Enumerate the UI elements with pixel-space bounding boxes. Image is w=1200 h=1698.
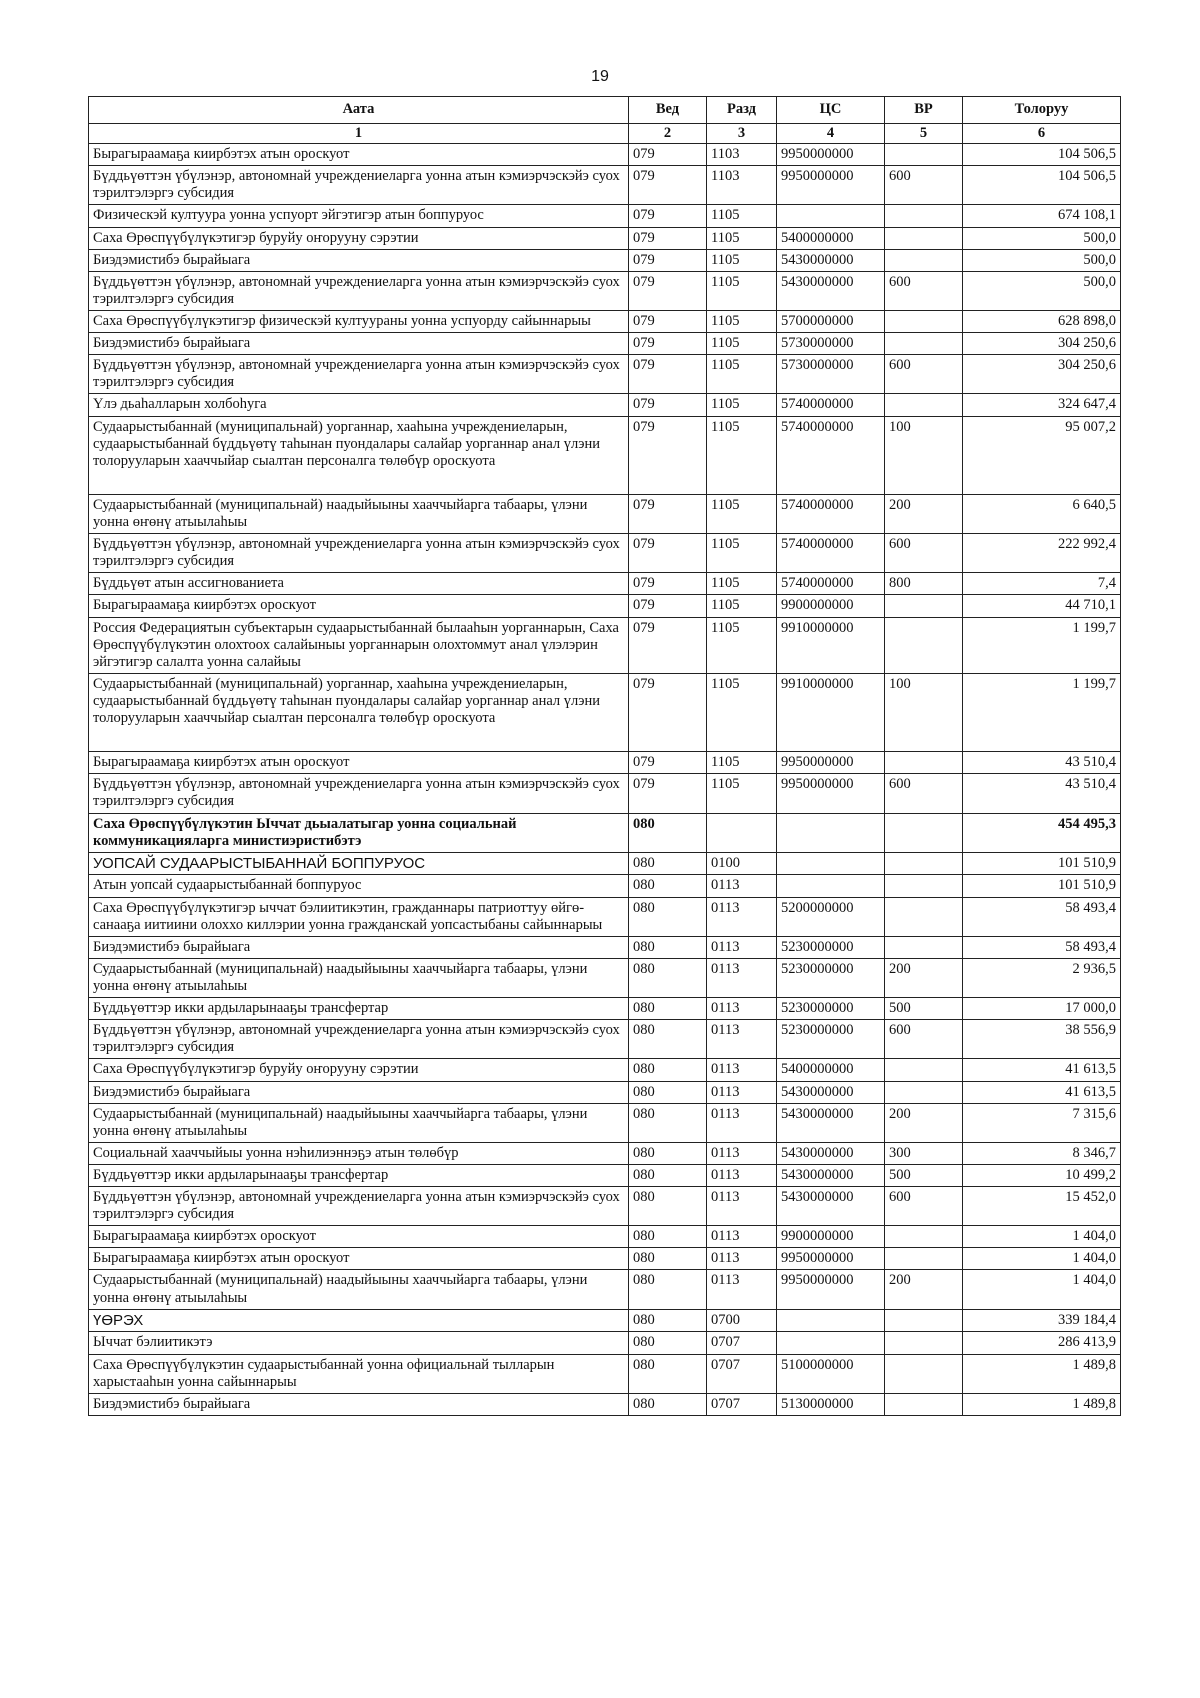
row-name-cell: Бүддьүөттэн үбүлэнэр, автономнай учреждениеларга уонна атын кэмиэрчэскэйэ суох тэрилтэлэргэ субсидия: [89, 1020, 629, 1059]
row-amount-cell: 454 495,3: [963, 813, 1121, 852]
column-number: 5: [885, 124, 963, 144]
row-razd-cell: 0707: [707, 1332, 777, 1354]
row-cs-cell: 5230000000: [777, 936, 885, 958]
row-vr-cell: 200: [885, 1103, 963, 1142]
row-name-cell: Судаарыстыбаннай (муниципальнай) наадыйыыны хааччыйарга табаары, үлэни уонна өҥөнү атыылаһыы: [89, 1103, 629, 1142]
column-number: 3: [707, 124, 777, 144]
row-amount-cell: 95 007,2: [963, 416, 1121, 494]
row-cs-cell: 5730000000: [777, 333, 885, 355]
row-cs-cell: 9900000000: [777, 1226, 885, 1248]
row-razd-cell: 0113: [707, 958, 777, 997]
row-razd-cell: 1105: [707, 271, 777, 310]
row-vr-cell: [885, 875, 963, 897]
row-name-cell: Бүддьүөттэн үбүлэнэр, автономнай учреждениеларга уонна атын кэмиэрчэскэйэ суох тэрилтэлэргэ субсидия: [89, 166, 629, 205]
row-vr-cell: 600: [885, 774, 963, 813]
row-vr-cell: 100: [885, 416, 963, 494]
row-ved-cell: 079: [629, 166, 707, 205]
header-name: Аата: [89, 97, 629, 124]
budget-table: [88, 96, 1121, 1416]
row-razd-cell: 1105: [707, 416, 777, 494]
row-razd-cell: 0113: [707, 1164, 777, 1186]
row-razd-cell: 1105: [707, 752, 777, 774]
row-amount-cell: 339 184,4: [963, 1309, 1121, 1332]
row-amount-cell: 104 506,5: [963, 144, 1121, 166]
row-name-cell: Бырагыраамаҕа киирбэтэх атын ороскуот: [89, 1248, 629, 1270]
row-ved-cell: 080: [629, 1332, 707, 1354]
column-number-row: [89, 124, 1121, 144]
row-cs-cell: [777, 813, 885, 852]
table-row: [89, 1248, 1121, 1270]
row-amount-cell: 41 613,5: [963, 1059, 1121, 1081]
row-ved-cell: 080: [629, 1309, 707, 1332]
table-row: [89, 205, 1121, 227]
row-razd-cell: [707, 813, 777, 852]
row-name-cell: Судаарыстыбаннай (муниципальнай) наадыйыыны хааччыйарга табаары, үлэни уонна өҥөнү атыылаһыы: [89, 1270, 629, 1309]
row-razd-cell: 0113: [707, 1226, 777, 1248]
table-row: [89, 1020, 1121, 1059]
row-amount-cell: 10 499,2: [963, 1164, 1121, 1186]
row-cs-cell: 9950000000: [777, 1270, 885, 1309]
column-number: 4: [777, 124, 885, 144]
row-razd-cell: 0113: [707, 1248, 777, 1270]
row-razd-cell: 0113: [707, 936, 777, 958]
row-cs-cell: 5740000000: [777, 494, 885, 533]
row-name-cell: Бүддьүөт атын ассигнованиета: [89, 573, 629, 595]
header-vr: ВР: [885, 97, 963, 124]
table-row: [89, 958, 1121, 997]
header-row: [89, 97, 1121, 124]
row-ved-cell: 079: [629, 752, 707, 774]
row-razd-cell: 0113: [707, 1187, 777, 1226]
row-name-cell: Физическэй култуура уонна успуорт эйгэтигэр атын боппуруос: [89, 205, 629, 227]
row-name-cell: Бүддьүөттэн үбүлэнэр, автономнай учреждениеларга уонна атын кэмиэрчэскэйэ суох тэрилтэлэргэ субсидия: [89, 1187, 629, 1226]
row-vr-cell: 200: [885, 958, 963, 997]
row-name-cell: Үлэ дьаһалларын холбоһуга: [89, 394, 629, 416]
row-razd-cell: 1105: [707, 595, 777, 617]
row-ved-cell: 079: [629, 333, 707, 355]
row-vr-cell: 600: [885, 271, 963, 310]
row-vr-cell: [885, 144, 963, 166]
row-amount-cell: 2 936,5: [963, 958, 1121, 997]
row-ved-cell: 080: [629, 1226, 707, 1248]
row-amount-cell: 104 506,5: [963, 166, 1121, 205]
row-amount-cell: 101 510,9: [963, 875, 1121, 897]
row-razd-cell: 0700: [707, 1309, 777, 1332]
row-ved-cell: 079: [629, 673, 707, 751]
row-name-cell: Судаарыстыбаннай (муниципальнай) уорганнар, хааһына учреждениеларын, судаарыстыбаннай бүддьүөтү таһынан пуондалары салайар уорганнар анал үлэни толорууларын хааччыйар сыалтан персоналга төлөбүр ороскуота: [89, 416, 629, 494]
row-cs-cell: 5430000000: [777, 1142, 885, 1164]
row-razd-cell: 0113: [707, 1270, 777, 1309]
row-name-cell: Бырагыраамаҕа киирбэтэх ороскуот: [89, 1226, 629, 1248]
table-row: [89, 144, 1121, 166]
row-ved-cell: 079: [629, 617, 707, 673]
row-ved-cell: 080: [629, 1354, 707, 1393]
row-name-cell: Бүддьүөттэн үбүлэнэр, автономнай учреждениеларга уонна атын кэмиэрчэскэйэ суох тэрилтэлэргэ субсидия: [89, 774, 629, 813]
row-amount-cell: 500,0: [963, 227, 1121, 249]
row-razd-cell: 1105: [707, 227, 777, 249]
row-ved-cell: 080: [629, 897, 707, 936]
row-ved-cell: 080: [629, 1020, 707, 1059]
row-amount-cell: 1 199,7: [963, 673, 1121, 751]
row-name-cell: Бырагыраамаҕа киирбэтэх атын ороскуот: [89, 144, 629, 166]
row-vr-cell: [885, 1309, 963, 1332]
table-row: [89, 166, 1121, 205]
row-ved-cell: 079: [629, 774, 707, 813]
row-cs-cell: 5430000000: [777, 1164, 885, 1186]
row-cs-cell: 5400000000: [777, 227, 885, 249]
row-ved-cell: 079: [629, 494, 707, 533]
row-cs-cell: 5100000000: [777, 1354, 885, 1393]
table-row: [89, 249, 1121, 271]
row-vr-cell: 200: [885, 1270, 963, 1309]
row-razd-cell: 0113: [707, 1081, 777, 1103]
row-name-cell: Саха Өрөспүүбүлүкэтигэр буруйу оҥорууну сэрэтии: [89, 227, 629, 249]
table-row: [89, 416, 1121, 494]
row-amount-cell: 8 346,7: [963, 1142, 1121, 1164]
row-ved-cell: 080: [629, 998, 707, 1020]
row-amount-cell: 17 000,0: [963, 998, 1121, 1020]
row-razd-cell: 0113: [707, 1142, 777, 1164]
table-row: [89, 752, 1121, 774]
row-amount-cell: 1 404,0: [963, 1226, 1121, 1248]
row-name-cell: Бырагыраамаҕа киирбэтэх ороскуот: [89, 595, 629, 617]
row-name-cell: Социальнай хааччыйыы уонна нэһилиэннэҕэ атын төлөбүр: [89, 1142, 629, 1164]
row-razd-cell: 1103: [707, 144, 777, 166]
row-amount-cell: 628 898,0: [963, 310, 1121, 332]
row-amount-cell: 43 510,4: [963, 774, 1121, 813]
table-row: [89, 875, 1121, 897]
row-amount-cell: 500,0: [963, 271, 1121, 310]
row-vr-cell: [885, 1226, 963, 1248]
row-vr-cell: [885, 227, 963, 249]
row-name-cell: Бүддьүөттэн үбүлэнэр, автономнай учреждениеларга уонна атын кэмиэрчэскэйэ суох тэрилтэлэргэ субсидия: [89, 534, 629, 573]
row-vr-cell: 300: [885, 1142, 963, 1164]
row-ved-cell: 080: [629, 1393, 707, 1415]
row-vr-cell: [885, 1059, 963, 1081]
row-cs-cell: 9950000000: [777, 166, 885, 205]
row-name-cell: Бүддьүөттэн үбүлэнэр, автономнай учреждениеларга уонна атын кэмиэрчэскэйэ суох тэрилтэлэргэ субсидия: [89, 271, 629, 310]
row-name-cell: Россия Федерациятын субъектарын судаарыстыбаннай былааһын уорганнарын, Саха Өрөспүүбүлүкэтин олохтоох салайыныы уорганнарын олохтоммут анал үлэлэрин эйгэтигэр салалта уонна салайыы: [89, 617, 629, 673]
row-cs-cell: 5130000000: [777, 1393, 885, 1415]
table-row: [89, 227, 1121, 249]
row-name-cell: Атын уопсай судаарыстыбаннай боппуруос: [89, 875, 629, 897]
row-cs-cell: 5700000000: [777, 310, 885, 332]
row-cs-cell: 9950000000: [777, 752, 885, 774]
row-name-cell: Бүддьүөттэр икки ардыларынааҕы трансфертар: [89, 1164, 629, 1186]
row-cs-cell: 5740000000: [777, 573, 885, 595]
row-name-cell: Судаарыстыбаннай (муниципальнай) наадыйыыны хааччыйарга табаары, үлэни уонна өҥөнү атыылаһыы: [89, 494, 629, 533]
row-vr-cell: [885, 1332, 963, 1354]
header-razd: Разд: [707, 97, 777, 124]
table-row: [89, 494, 1121, 533]
row-amount-cell: 6 640,5: [963, 494, 1121, 533]
row-razd-cell: 1105: [707, 673, 777, 751]
row-ved-cell: 080: [629, 958, 707, 997]
row-name-cell: Биэдэмистибэ бырайыага: [89, 1393, 629, 1415]
row-razd-cell: 1103: [707, 166, 777, 205]
row-ved-cell: 080: [629, 875, 707, 897]
row-ved-cell: 079: [629, 595, 707, 617]
row-name-cell: Саха Өрөспүүбүлүкэтин судаарыстыбаннай уонна официальнай тылларын харыстааһын уонна сайыннарыы: [89, 1354, 629, 1393]
row-vr-cell: [885, 1393, 963, 1415]
row-ved-cell: 080: [629, 852, 707, 875]
table-body: [89, 144, 1121, 1416]
row-cs-cell: 5400000000: [777, 1059, 885, 1081]
row-amount-cell: 38 556,9: [963, 1020, 1121, 1059]
table-row: [89, 813, 1121, 852]
row-name-cell: Саха Өрөспүүбүлүкэтин Ыччат дьыалатыгар уонна социальнай коммуникацияларга министиэристибэтэ: [89, 813, 629, 852]
row-razd-cell: 0113: [707, 1020, 777, 1059]
header-cs: ЦС: [777, 97, 885, 124]
row-cs-cell: 9950000000: [777, 144, 885, 166]
header-amount: Толоруу: [963, 97, 1121, 124]
row-name-cell: Биэдэмистибэ бырайыага: [89, 249, 629, 271]
row-amount-cell: 674 108,1: [963, 205, 1121, 227]
row-vr-cell: 600: [885, 534, 963, 573]
row-vr-cell: [885, 205, 963, 227]
header-ved: Вед: [629, 97, 707, 124]
row-razd-cell: 0113: [707, 1103, 777, 1142]
row-ved-cell: 079: [629, 144, 707, 166]
table-row: [89, 394, 1121, 416]
row-cs-cell: [777, 1332, 885, 1354]
row-name-cell: Саха Өрөспүүбүлүкэтигэр физическэй култуураны уонна успуорду сайыннарыы: [89, 310, 629, 332]
row-razd-cell: 1105: [707, 394, 777, 416]
column-number: 2: [629, 124, 707, 144]
row-razd-cell: 1105: [707, 494, 777, 533]
table-row: [89, 1332, 1121, 1354]
row-cs-cell: 5430000000: [777, 1103, 885, 1142]
row-cs-cell: 9910000000: [777, 617, 885, 673]
row-ved-cell: 079: [629, 416, 707, 494]
table-row: [89, 673, 1121, 751]
row-ved-cell: 079: [629, 271, 707, 310]
row-vr-cell: [885, 595, 963, 617]
row-cs-cell: 5740000000: [777, 534, 885, 573]
row-cs-cell: [777, 875, 885, 897]
row-cs-cell: 5230000000: [777, 1020, 885, 1059]
row-ved-cell: 080: [629, 1081, 707, 1103]
row-amount-cell: 44 710,1: [963, 595, 1121, 617]
row-ved-cell: 079: [629, 249, 707, 271]
row-razd-cell: 0113: [707, 897, 777, 936]
page-number: 19: [591, 68, 609, 85]
table-row: [89, 936, 1121, 958]
row-vr-cell: 500: [885, 998, 963, 1020]
table-row: [89, 852, 1121, 875]
row-amount-cell: 500,0: [963, 249, 1121, 271]
row-name-cell: ҮӨРЭХ: [89, 1309, 629, 1332]
table-row: [89, 1354, 1121, 1393]
row-amount-cell: 1 404,0: [963, 1248, 1121, 1270]
row-amount-cell: 58 493,4: [963, 897, 1121, 936]
row-amount-cell: 58 493,4: [963, 936, 1121, 958]
row-vr-cell: 800: [885, 573, 963, 595]
table-row: [89, 1059, 1121, 1081]
row-name-cell: Бүддьүөттэн үбүлэнэр, автономнай учреждениеларга уонна атын кэмиэрчэскэйэ суох тэрилтэлэргэ субсидия: [89, 355, 629, 394]
table-row: [89, 998, 1121, 1020]
row-ved-cell: 079: [629, 227, 707, 249]
row-vr-cell: 600: [885, 1187, 963, 1226]
row-razd-cell: 0113: [707, 1059, 777, 1081]
row-vr-cell: [885, 1354, 963, 1393]
row-ved-cell: 080: [629, 1164, 707, 1186]
table-row: [89, 355, 1121, 394]
row-cs-cell: 5430000000: [777, 1187, 885, 1226]
table-row: [89, 595, 1121, 617]
table-row: [89, 1187, 1121, 1226]
row-amount-cell: 324 647,4: [963, 394, 1121, 416]
row-vr-cell: 600: [885, 355, 963, 394]
row-cs-cell: 5430000000: [777, 1081, 885, 1103]
row-cs-cell: 9910000000: [777, 673, 885, 751]
row-amount-cell: 1 199,7: [963, 617, 1121, 673]
column-number: 1: [89, 124, 629, 144]
row-cs-cell: [777, 852, 885, 875]
table-row: [89, 1226, 1121, 1248]
table-row: [89, 774, 1121, 813]
row-cs-cell: [777, 205, 885, 227]
table-row: [89, 310, 1121, 332]
table-row: [89, 1270, 1121, 1309]
table-row: [89, 1393, 1121, 1415]
row-name-cell: Саха Өрөспүүбүлүкэтигэр буруйу оҥорууну сэрэтии: [89, 1059, 629, 1081]
row-razd-cell: 1105: [707, 355, 777, 394]
row-name-cell: Биэдэмистибэ бырайыага: [89, 936, 629, 958]
row-vr-cell: [885, 333, 963, 355]
row-cs-cell: 5730000000: [777, 355, 885, 394]
row-ved-cell: 079: [629, 205, 707, 227]
table-row: [89, 617, 1121, 673]
row-cs-cell: 5740000000: [777, 394, 885, 416]
row-ved-cell: 080: [629, 1059, 707, 1081]
row-vr-cell: [885, 813, 963, 852]
row-ved-cell: 080: [629, 936, 707, 958]
table-row: [89, 573, 1121, 595]
row-name-cell: Бырагыраамаҕа киирбэтэх атын ороскуот: [89, 752, 629, 774]
row-razd-cell: 1105: [707, 205, 777, 227]
table-row: [89, 897, 1121, 936]
row-vr-cell: 600: [885, 166, 963, 205]
row-vr-cell: [885, 249, 963, 271]
row-name-cell: Судаарыстыбаннай (муниципальнай) уорганнар, хааһына учреждениеларын, судаарыстыбаннай бүддьүөтү таһынан пуондалары салайар уорганнар анал үлэни толорууларын хааччыйар сыалтан персоналга төлөбүр ороскуота: [89, 673, 629, 751]
row-vr-cell: [885, 1248, 963, 1270]
row-amount-cell: 15 452,0: [963, 1187, 1121, 1226]
row-ved-cell: 080: [629, 1248, 707, 1270]
row-cs-cell: 5740000000: [777, 416, 885, 494]
row-razd-cell: 1105: [707, 617, 777, 673]
table-row: [89, 271, 1121, 310]
row-amount-cell: 1 489,8: [963, 1354, 1121, 1393]
row-vr-cell: 600: [885, 1020, 963, 1059]
row-ved-cell: 079: [629, 355, 707, 394]
row-ved-cell: 080: [629, 1142, 707, 1164]
row-vr-cell: [885, 936, 963, 958]
row-amount-cell: 222 992,4: [963, 534, 1121, 573]
row-vr-cell: [885, 752, 963, 774]
row-vr-cell: 500: [885, 1164, 963, 1186]
row-razd-cell: 1105: [707, 310, 777, 332]
table-row: [89, 1142, 1121, 1164]
row-name-cell: Бүддьүөттэр икки ардыларынааҕы трансфертар: [89, 998, 629, 1020]
row-vr-cell: 100: [885, 673, 963, 751]
table-row: [89, 1309, 1121, 1332]
row-ved-cell: 079: [629, 310, 707, 332]
row-cs-cell: 9950000000: [777, 1248, 885, 1270]
row-razd-cell: 0113: [707, 875, 777, 897]
row-amount-cell: 286 413,9: [963, 1332, 1121, 1354]
row-cs-cell: 9900000000: [777, 595, 885, 617]
row-amount-cell: 304 250,6: [963, 355, 1121, 394]
row-vr-cell: [885, 394, 963, 416]
row-ved-cell: 080: [629, 813, 707, 852]
row-name-cell: Судаарыстыбаннай (муниципальнай) наадыйыыны хааччыйарга табаары, үлэни уонна өҥөнү атыылаһыы: [89, 958, 629, 997]
row-vr-cell: [885, 310, 963, 332]
row-name-cell: Саха Өрөспүүбүлүкэтигэр ыччат бэлиитикэтин, гражданнары патриоттуу өйгө-санааҕа иитиини олоххо киллэрии уонна гражданскай уопсастыбаны сайыннарыы: [89, 897, 629, 936]
row-cs-cell: 5230000000: [777, 998, 885, 1020]
row-cs-cell: 5230000000: [777, 958, 885, 997]
row-razd-cell: 1105: [707, 534, 777, 573]
row-razd-cell: 0113: [707, 998, 777, 1020]
row-razd-cell: 1105: [707, 573, 777, 595]
row-amount-cell: 101 510,9: [963, 852, 1121, 875]
row-ved-cell: 080: [629, 1270, 707, 1309]
row-vr-cell: [885, 1081, 963, 1103]
column-number: 6: [963, 124, 1121, 144]
row-ved-cell: 079: [629, 573, 707, 595]
table-row: [89, 534, 1121, 573]
row-ved-cell: 080: [629, 1187, 707, 1226]
row-name-cell: УОПСАЙ СУДААРЫСТЫБАННАЙ БОППУРУОС: [89, 852, 629, 875]
row-name-cell: Ыччат бэлиитикэтэ: [89, 1332, 629, 1354]
row-vr-cell: [885, 897, 963, 936]
row-cs-cell: 9950000000: [777, 774, 885, 813]
row-name-cell: Биэдэмистибэ бырайыага: [89, 1081, 629, 1103]
row-cs-cell: [777, 1309, 885, 1332]
row-ved-cell: 079: [629, 394, 707, 416]
table-row: [89, 333, 1121, 355]
table-row: [89, 1164, 1121, 1186]
row-cs-cell: 5200000000: [777, 897, 885, 936]
row-amount-cell: 41 613,5: [963, 1081, 1121, 1103]
row-amount-cell: 7 315,6: [963, 1103, 1121, 1142]
row-razd-cell: 1105: [707, 333, 777, 355]
row-name-cell: Биэдэмистибэ бырайыага: [89, 333, 629, 355]
row-amount-cell: 1 404,0: [963, 1270, 1121, 1309]
row-cs-cell: 5430000000: [777, 271, 885, 310]
row-vr-cell: 200: [885, 494, 963, 533]
row-amount-cell: 7,4: [963, 573, 1121, 595]
row-amount-cell: 43 510,4: [963, 752, 1121, 774]
row-cs-cell: 5430000000: [777, 249, 885, 271]
row-amount-cell: 1 489,8: [963, 1393, 1121, 1415]
row-ved-cell: 080: [629, 1103, 707, 1142]
row-vr-cell: [885, 852, 963, 875]
row-razd-cell: 0707: [707, 1354, 777, 1393]
row-razd-cell: 1105: [707, 249, 777, 271]
row-razd-cell: 0100: [707, 852, 777, 875]
row-razd-cell: 1105: [707, 774, 777, 813]
row-amount-cell: 304 250,6: [963, 333, 1121, 355]
table-row: [89, 1081, 1121, 1103]
row-vr-cell: [885, 617, 963, 673]
row-ved-cell: 079: [629, 534, 707, 573]
table-row: [89, 1103, 1121, 1142]
row-razd-cell: 0707: [707, 1393, 777, 1415]
